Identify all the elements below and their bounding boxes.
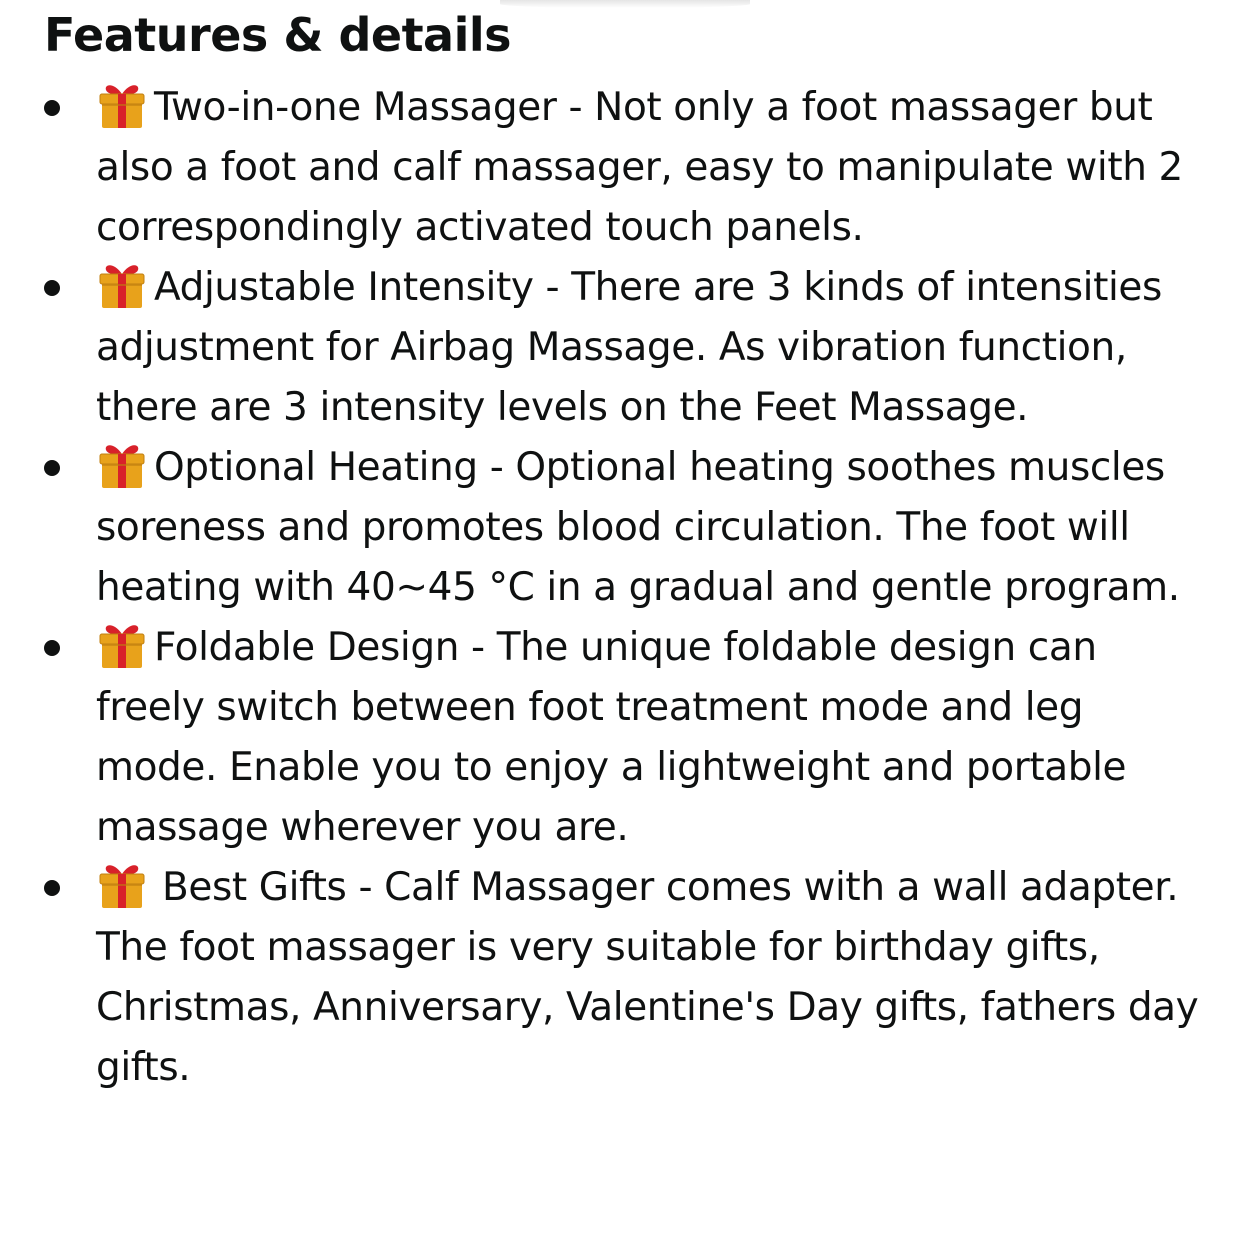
feature-item-adjustable-intensity [44,258,1214,438]
gift-icon [96,440,148,490]
features-section [44,4,1214,1098]
bullet [44,460,60,476]
bullet [44,280,60,296]
gift-icon [96,260,148,310]
feature-item-best-gifts [44,858,1214,1098]
feature-item-optional-heating [44,438,1214,618]
feature-text: Best Gifts - Calf Massager comes with a wall adapter. The foot massager is very suitable for birthday gifts, Christmas, Anniversary, Valentine's Day gifts, fathers day gifts. [96,865,1199,1090]
feature-text: Foldable Design - The unique foldable design can freely switch between foot treatment mode and leg mode. Enable you to enjoy a lightweight and portable massage wherever you are. [96,625,1127,850]
bullet [44,880,60,896]
gift-icon [96,860,148,910]
feature-text: Adjustable Intensity - There are 3 kinds of intensities adjustment for Airbag Massage. As vibration function, there are 3 intensity levels on the Feet Massage. [96,265,1162,430]
section-heading: Features & details [44,8,512,62]
feature-text: Optional Heating - Optional heating soothes muscles soreness and promotes blood circulation. The foot will heating with 40~45 °C in a gradual and gentle program. [96,445,1180,610]
gift-icon [96,620,148,670]
feature-list [44,78,1214,1098]
feature-item-two-in-one [44,78,1214,258]
bullet [44,640,60,656]
feature-text: Two-in-one Massager - Not only a foot massager but also a foot and calf massager, easy to manipulate with 2 correspondingly activated touch panels. [96,85,1183,250]
feature-item-foldable-design [44,618,1214,858]
bullet [44,100,60,116]
gift-icon [96,80,148,130]
